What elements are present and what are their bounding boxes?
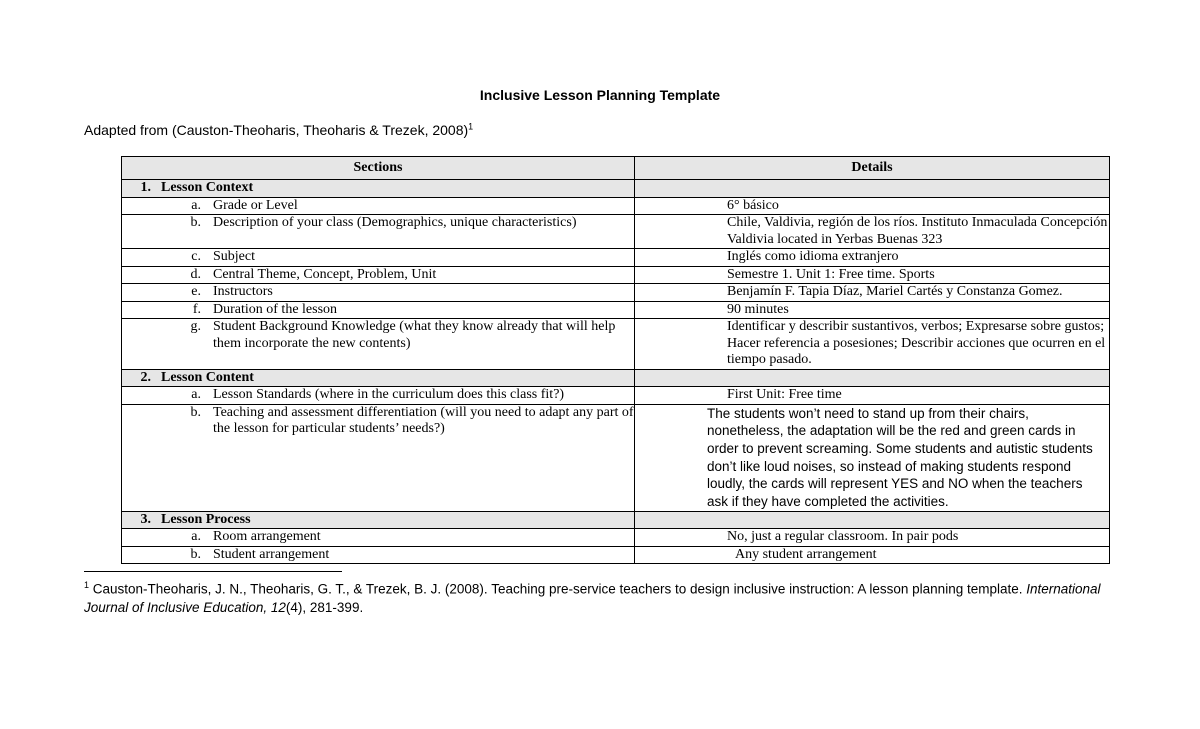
detail-text: Semestre 1. Unit 1: Free time. Sports (727, 266, 935, 282)
table-row (122, 529, 1110, 547)
detail-cell (635, 301, 1110, 319)
detail-cell (635, 319, 1110, 370)
detail-text: Chile, Valdivia, región de los ríos. Instituto Inmaculada Concepción Valdivia located in Yerbas Buenas 323 (727, 215, 1108, 247)
header-details: Details (635, 157, 1110, 180)
footnote-journal: International Journal of Inclusive Education, (84, 581, 1101, 615)
detail-text: Inglés como idioma extranjero (727, 249, 899, 264)
table-row (122, 284, 1110, 302)
section-label: Lesson Content (161, 369, 254, 385)
detail-text: No, just a regular classroom. In pair pods (727, 529, 959, 545)
section-label: Lesson Context (161, 180, 254, 195)
item-letter: a. (191, 529, 201, 545)
item-text: Description of your class (Demographics, unique characteristics) (213, 215, 577, 230)
section-title-cell (122, 180, 635, 198)
detail-text: Any student arrangement (735, 546, 877, 562)
table-header-row (122, 157, 1110, 180)
section-detail-cell (635, 369, 1110, 387)
table-row (122, 266, 1110, 284)
footnote-pages: (4), 281-399. (285, 599, 364, 615)
detail-cell (635, 197, 1110, 215)
table-row (122, 404, 1110, 511)
item-letter: a. (191, 197, 201, 213)
item-cell (122, 404, 635, 511)
item-cell (122, 266, 635, 284)
item-cell (122, 197, 635, 215)
item-cell (122, 546, 635, 564)
section-number: 1. (140, 180, 151, 195)
item-letter: c. (191, 249, 201, 264)
table-row (122, 197, 1110, 215)
item-letter: b. (190, 546, 201, 562)
item-letter: f. (192, 301, 201, 317)
footnote-ref-marker: 1 (468, 121, 474, 132)
item-letter: b. (190, 404, 201, 420)
item-text: Subject (213, 249, 255, 264)
item-letter: e. (191, 284, 201, 299)
adapted-from-note (84, 122, 473, 138)
item-text: Student arrangement (213, 546, 330, 562)
footnote-separator (84, 571, 342, 572)
detail-cell (635, 404, 1110, 511)
detail-text: The students won’t need to stand up from their chairs, nonetheless, the adaptation will be the red and green cards in order to prevent screaming. Some students and autistic students don’t like loud noises, so instead of making students respond loudly, the cards will represent YES and NO when the teachers ask if they have completed the activities. (707, 405, 1093, 510)
item-text: Room arrangement (213, 529, 321, 545)
table-row (122, 387, 1110, 405)
detail-cell (635, 215, 1110, 249)
detail-cell (635, 266, 1110, 284)
detail-cell (635, 529, 1110, 547)
footnote-volume: 12 (270, 599, 286, 615)
item-text: Student Background Knowledge (what they know already that will help them incorporate the new contents) (213, 319, 616, 351)
detail-text: Benjamín F. Tapia Díaz, Mariel Cartés y Constanza Gomez. (727, 284, 1063, 299)
table-row (122, 301, 1110, 319)
detail-cell (635, 249, 1110, 267)
document-title: Inclusive Lesson Planning Template (479, 87, 721, 103)
item-text: Central Theme, Concept, Problem, Unit (213, 266, 437, 282)
item-text: Instructors (213, 284, 273, 299)
item-cell (122, 284, 635, 302)
section-row-lesson-context (122, 180, 1110, 198)
detail-cell (635, 284, 1110, 302)
section-row-lesson-process (122, 511, 1110, 529)
table-row (122, 546, 1110, 564)
footnote (84, 576, 1114, 617)
table-row (122, 319, 1110, 370)
detail-text: Identificar y describir sustantivos, verbos; Expresarse sobre gustos; Hacer referencia a posesiones; Describir acciones que ocurren en el tiempo pasado. (727, 319, 1106, 367)
section-number: 2. (140, 369, 151, 385)
section-row-lesson-content (122, 369, 1110, 387)
section-number: 3. (140, 511, 151, 527)
item-letter: b. (190, 215, 201, 230)
footnote-citation: Causton-Theoharis, J. N., Theoharis, G. T., & Trezek, B. J. (2008). Teaching pre-service teachers to design inclusive instruction: A lesson planning template. (89, 581, 1027, 597)
section-detail-cell (635, 511, 1110, 529)
section-label: Lesson Process (161, 511, 251, 527)
table-row (122, 215, 1110, 249)
item-text: Duration of the lesson (213, 301, 338, 317)
item-cell (122, 319, 635, 370)
header-sections: Sections (122, 157, 635, 180)
detail-text: First Unit: Free time (727, 387, 842, 402)
item-cell (122, 215, 635, 249)
detail-cell (635, 546, 1110, 564)
section-title-cell (122, 369, 635, 387)
item-cell (122, 529, 635, 547)
item-letter: d. (190, 266, 201, 282)
detail-text: 6° básico (727, 197, 779, 213)
section-title-cell (122, 511, 635, 529)
item-cell (122, 387, 635, 405)
item-letter: a. (191, 387, 201, 402)
table-row (122, 249, 1110, 267)
detail-cell (635, 387, 1110, 405)
item-text: Lesson Standards (where in the curriculum does this class fit?) (213, 387, 565, 402)
item-cell (122, 249, 635, 267)
item-text: Grade or Level (213, 197, 298, 213)
lesson-plan-table (121, 156, 1110, 564)
adapted-from-text: Adapted from (Causton-Theoharis, Theoharis & Trezek, 2008) (84, 122, 469, 138)
detail-text: 90 minutes (727, 301, 789, 317)
footnote-number: 1 (84, 580, 90, 590)
item-cell (122, 301, 635, 319)
section-detail-cell (635, 180, 1110, 198)
item-letter: g. (190, 319, 201, 334)
item-text: Teaching and assessment differentiation (will you need to adapt any part of the lesson for particular students’ needs?) (213, 404, 634, 436)
